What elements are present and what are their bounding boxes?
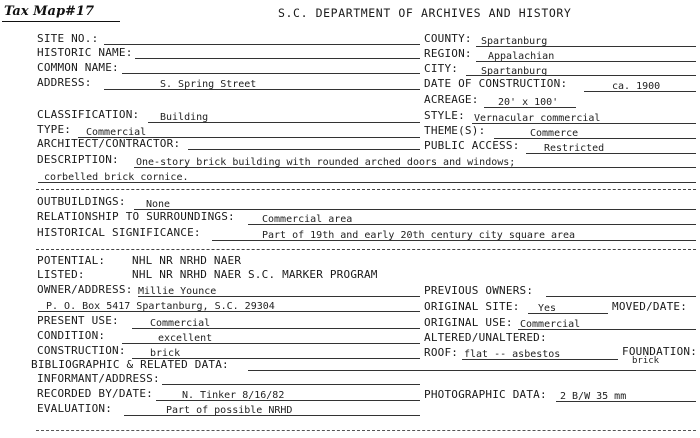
- description-line2: [38, 182, 696, 183]
- date-of-construction-label: DATE OF CONSTRUCTION:: [424, 77, 568, 90]
- description-line1: [134, 167, 696, 168]
- style-value: Vernacular commercial: [474, 113, 601, 124]
- condition-label: CONDITION:: [37, 329, 106, 342]
- construction-label: CONSTRUCTION:: [37, 344, 126, 357]
- date-of-construction-value: ca. 1900: [612, 81, 661, 92]
- informant-line: [162, 384, 420, 385]
- bibliographic-label: BIBLIOGRAPHIC & RELATED DATA:: [31, 358, 229, 371]
- public-access-value: Restricted: [544, 143, 605, 154]
- outbuildings-label: OUTBUILDINGS:: [37, 195, 126, 208]
- outbuildings-value: None: [146, 199, 171, 210]
- classification-value: Building: [160, 112, 209, 123]
- acreage-line: [484, 107, 576, 108]
- description-label: DESCRIPTION:: [37, 153, 119, 166]
- recorded-by-value: N. Tinker 8/16/82: [182, 390, 285, 401]
- themes-label: THEME(S):: [424, 124, 486, 137]
- recorded-by-label: RECORDED BY/DATE:: [37, 387, 153, 400]
- owner-address-label: OWNER/ADDRESS:: [37, 283, 133, 296]
- present-use-label: PRESENT USE:: [37, 314, 119, 327]
- style-label: STYLE:: [424, 109, 465, 122]
- listed-options: NHL NR NRHD NAER S.C. MARKER PROGRAM: [132, 268, 378, 281]
- historic-name-label: HISTORIC NAME:: [37, 46, 133, 59]
- original-use-label: ORIGINAL USE:: [424, 316, 513, 329]
- original-use-line: [518, 329, 696, 330]
- city-value: Spartanburg: [481, 66, 548, 77]
- potential-label: POTENTIAL:: [37, 254, 106, 267]
- present-use-value: Commercial: [150, 318, 211, 329]
- present-use-line: [132, 328, 420, 329]
- common-name-label: COMMON NAME:: [37, 61, 119, 74]
- address-label: ADDRESS:: [37, 76, 92, 89]
- previous-owners-label: PREVIOUS OWNERS:: [424, 284, 534, 297]
- section-divider: [36, 189, 696, 190]
- original-site-value: Yes: [538, 303, 557, 314]
- moved-date-label: MOVED/DATE:: [612, 300, 688, 313]
- date-of-construction-line: [584, 91, 696, 92]
- section-divider: [36, 249, 696, 250]
- relationship-value: Commercial area: [262, 214, 353, 225]
- relationship-line: [248, 224, 696, 225]
- description-value-line2: corbelled brick cornice.: [44, 172, 189, 183]
- condition-line: [122, 343, 420, 344]
- site-no-line: [104, 44, 420, 45]
- original-site-label: ORIGINAL SITE:: [424, 300, 520, 313]
- informant-address-label: INFORMANT/ADDRESS:: [37, 372, 160, 385]
- handwritten-underline: [2, 21, 120, 22]
- recorded-by-line: [156, 400, 420, 401]
- roof-value: flat -- asbestos: [464, 349, 561, 360]
- address-line: [104, 89, 420, 90]
- style-line: [472, 123, 696, 124]
- historical-significance-label: HISTORICAL SIGNIFICANCE:: [37, 226, 201, 239]
- region-label: REGION:: [424, 47, 472, 60]
- historic-name-line: [135, 58, 420, 59]
- city-label: CITY:: [424, 62, 459, 75]
- city-line: [466, 75, 696, 76]
- listed-label: LISTED:: [37, 268, 85, 281]
- classification-line: [148, 122, 420, 123]
- public-access-label: PUBLIC ACCESS:: [424, 139, 520, 152]
- photographic-data-label: PHOTOGRAPHIC DATA:: [424, 388, 547, 401]
- public-access-line: [526, 153, 696, 154]
- historical-significance-line: [212, 240, 696, 241]
- evaluation-line: [124, 415, 420, 416]
- owner-address-value: P. O. Box 5417 Spartanburg, S.C. 29304: [46, 301, 275, 312]
- themes-value: Commerce: [530, 128, 579, 139]
- owner-address-line: [38, 311, 420, 312]
- owner-line: [138, 296, 420, 297]
- construction-value: brick: [150, 348, 181, 359]
- photographic-data-line: [556, 401, 696, 402]
- type-value: Commercial: [86, 127, 147, 138]
- county-value: Spartanburg: [481, 36, 548, 47]
- foundation-value: brick: [632, 356, 660, 366]
- acreage-label: ACREAGE:: [424, 93, 479, 106]
- site-no-label: SITE NO.:: [37, 32, 99, 45]
- handwritten-tax-map-note: Tax Map#17: [4, 4, 95, 19]
- condition-value: excellent: [158, 333, 213, 344]
- architect-contractor-line: [188, 149, 420, 150]
- region-value: Appalachian: [488, 51, 555, 62]
- historical-significance-value: Part of 19th and early 20th century city square area: [262, 230, 576, 241]
- evaluation-label: EVALUATION:: [37, 402, 113, 415]
- bibliographic-line: [248, 370, 696, 371]
- foundation-label: FOUNDATION:: [622, 345, 698, 358]
- evaluation-value: Part of possible NRHD: [166, 405, 293, 416]
- form-header-title: S.C. DEPARTMENT OF ARCHIVES AND HISTORY: [278, 6, 572, 20]
- roof-label: ROOF:: [424, 346, 459, 359]
- county-label: COUNTY:: [424, 32, 472, 45]
- roof-line: [462, 359, 618, 360]
- architect-contractor-label: ARCHITECT/CONTRACTOR:: [37, 137, 181, 150]
- potential-options: NHL NR NRHD NAER: [132, 254, 242, 267]
- previous-owners-line: [546, 296, 696, 297]
- photographic-data-value: 2 B/W 35 mm: [560, 391, 627, 402]
- relationship-label: RELATIONSHIP TO SURROUNDINGS:: [37, 210, 235, 223]
- owner-name-value: Millie Younce: [138, 286, 217, 297]
- acreage-value: 20' x 100': [498, 97, 559, 108]
- form-bottom-rule: [36, 430, 696, 431]
- address-value: S. Spring Street: [160, 79, 257, 90]
- type-label: TYPE:: [37, 123, 72, 136]
- original-site-line: [528, 313, 608, 314]
- common-name-line: [122, 73, 420, 74]
- classification-label: CLASSIFICATION:: [37, 108, 140, 121]
- description-value-line1: One-story brick building with rounded arched doors and windows;: [136, 157, 516, 168]
- altered-unaltered-label: ALTERED/UNALTERED:: [424, 331, 547, 344]
- themes-line: [494, 138, 696, 139]
- original-use-value: Commercial: [520, 319, 581, 330]
- county-line: [476, 46, 696, 47]
- region-line: [476, 61, 696, 62]
